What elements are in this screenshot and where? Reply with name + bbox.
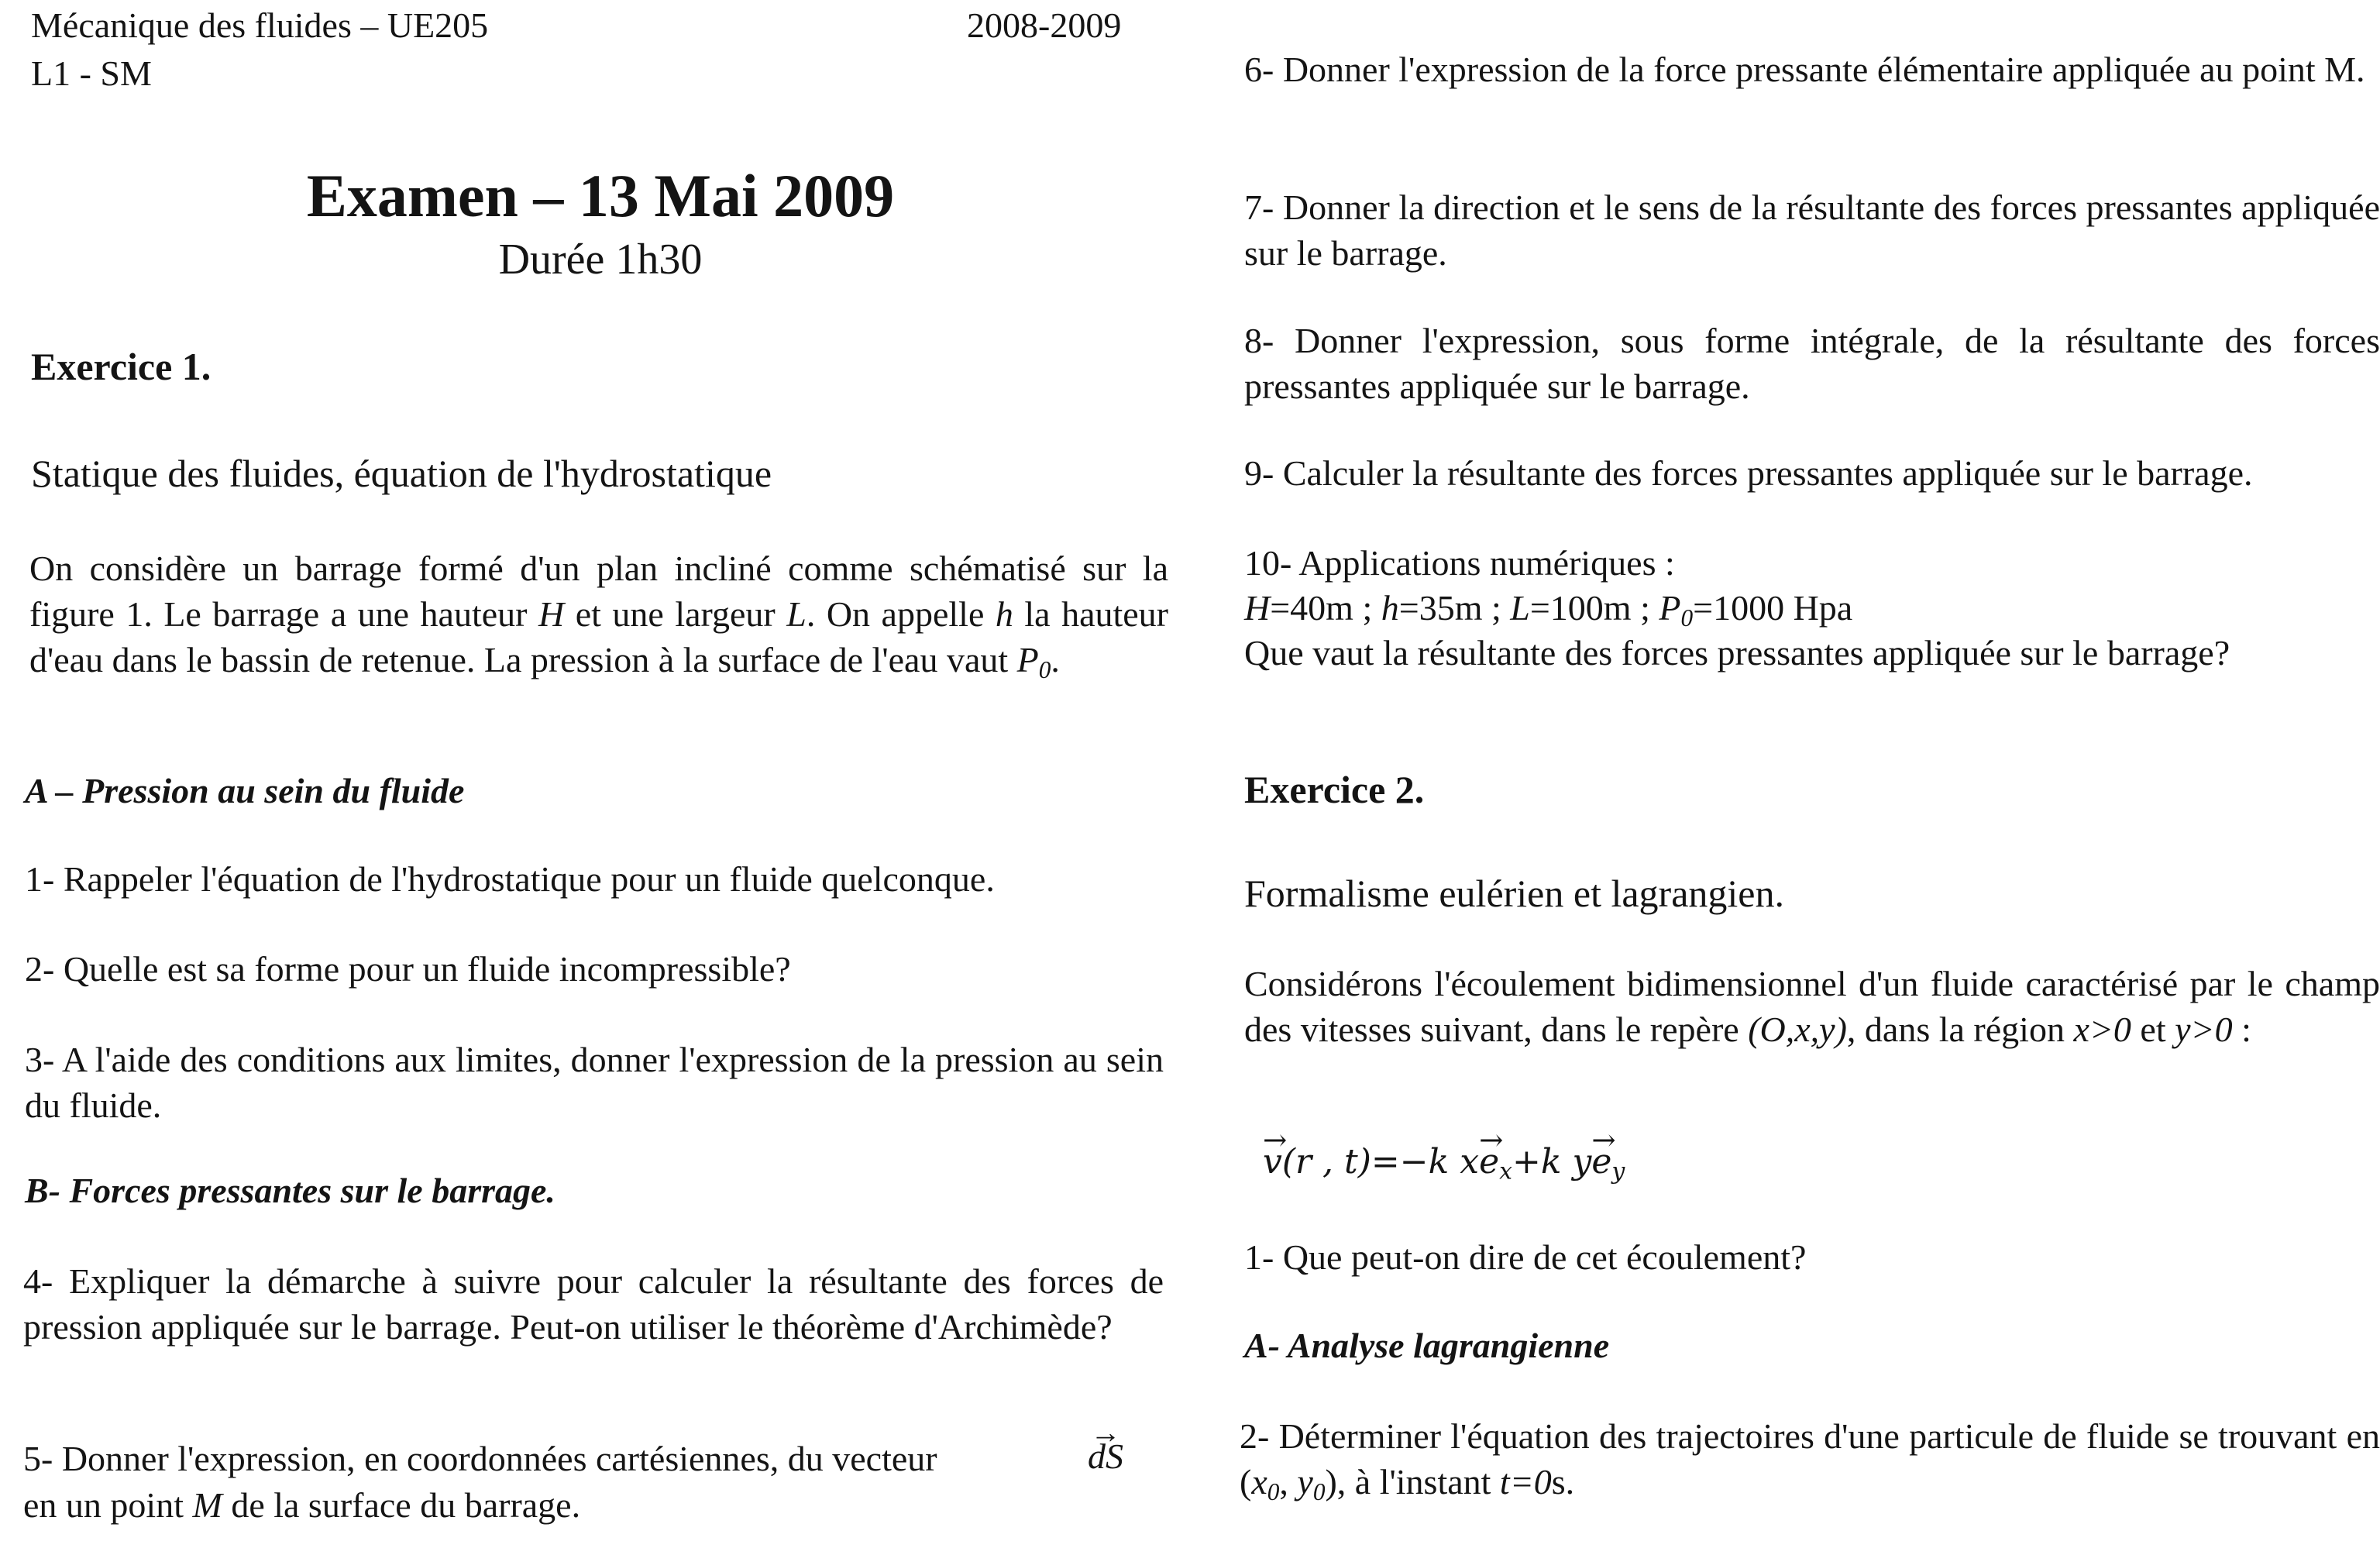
question-3: 3- A l'aide des conditions aux limites, donner l'expression de la pression au sein du fluide. [25,1040,1164,1125]
question-5-line-2: en un point M de la surface du barrage. [23,1485,581,1525]
course-title: Mécanique des fluides – UE205 [31,5,489,45]
velocity-equation: → v(r , t)=−k $x\to e_x+k$ $y\to e_y$ [1263,1139,1625,1185]
exercise-2-subtitle: Formalisme eulérien et lagrangien. [1244,872,1784,915]
exercise-1-heading: Exercice 1. [31,345,212,388]
question-6: 6- Donner l'expression de la force pressante élémentaire appliquée au point M. [1244,50,2365,89]
ex2-question-1: 1- Que peut-on dire de cet écoulement? [1244,1237,1807,1277]
question-10-question: Que vaut la résultante des forces pressantes appliquée sur le barrage? [1244,633,2230,673]
question-7: 7- Donner la direction et le sens de la résultante des forces pressantes appliquée sur le barrage. [1244,187,2380,273]
question-5-line-1: 5- Donner l'expression, en coordonnées cartésiennes, du vecteur [23,1439,937,1478]
question-10-title: 10- Applications numériques : [1244,543,1675,583]
exercise-1-intro: On considère un barrage formé d'un plan incliné comme schématisé sur la figure 1. Le barrage a une hauteur H et une largeur L. On appelle h la hauteur d'eau dans le bassin de retenue. La pression à la surface de l'eau vaut $P_0$. [29,549,1168,683]
exam-title: Examen – 13 Mai 2009 [306,162,895,229]
section-b-heading: B- Forces pressantes sur le barrage. [25,1171,555,1210]
question-8: 8- Donner l'expression, sous forme intégrale, de la résultante des forces pressantes appliquée sur le barrage. [1244,321,2380,406]
question-4: 4- Expliquer la démarche à suivre pour calculer la résultante des forces de pression appliquée sur le barrage. Peut-on utiliser le théorème d'Archimède? [23,1261,1164,1347]
vector-arrow-icon: → dS [1088,1433,1123,1480]
exercise-2-heading: Exercice 2. [1244,768,1425,811]
exercise-1-subtitle: Statique des fluides, équation de l'hydrostatique [31,452,772,495]
question-9: 9- Calculer la résultante des forces pressantes appliquée sur le barrage. [1244,453,2253,493]
ex2-question-2: 2- Déterminer l'équation des trajectoires d'une particule de fluide se trouvant en ($x_0$, $y_0$), à l'instant t=0s. [1240,1416,2380,1505]
vector-ds [1088,1433,1123,1480]
level-label: L1 - SM [31,53,152,93]
numerical-values: H=40m ; h=35m ; L=100m ; $P_0=1000$ Hpa [1244,588,1853,631]
question-1: 1- Rappeler l'équation de l'hydrostatique pour un fluide quelconque. [25,859,995,899]
academic-year: 2008-2009 [967,5,1122,45]
question-2: 2- Quelle est sa forme pour un fluide incompressible? [25,949,791,989]
ex2-section-a-heading: A- Analyse lagrangienne [1244,1326,1610,1365]
section-a-heading: A – Pression au sein du fluide [25,771,465,810]
exercise-2-intro: Considérons l'écoulement bidimensionnel d'un fluide caractérisé par le champ des vitesses suivant, dans le repère (O,x,y), dans la région x>0 et y>0 : [1244,964,2380,1049]
exam-duration: Durée 1h30 [498,236,703,284]
